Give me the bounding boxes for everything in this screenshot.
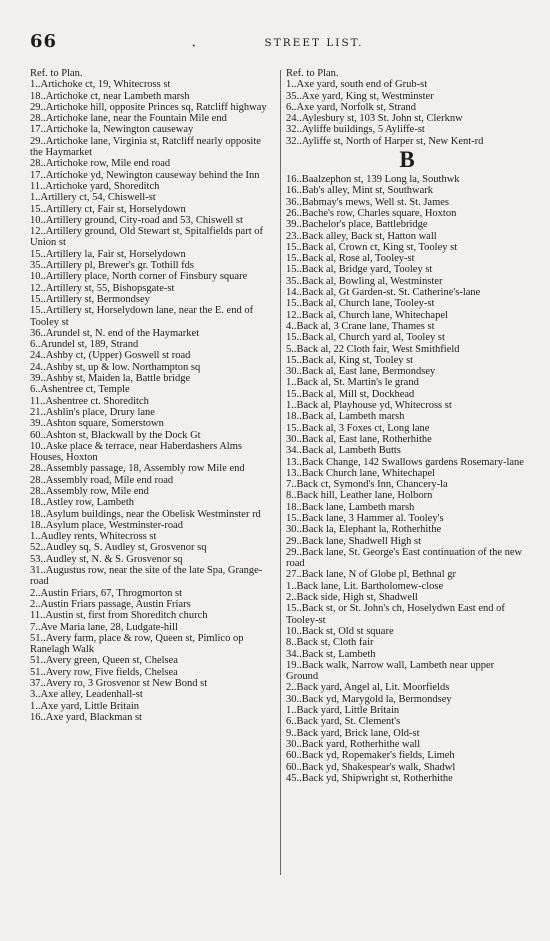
street-entry: 1..Audley rents, Whitecross st xyxy=(30,531,157,543)
street-entry: 17..Artichoke yd, Newington causeway behind the Inn xyxy=(30,169,260,181)
street-entry: 13..Back Change, 142 Swallows gardens Rosemary-lane xyxy=(286,456,524,468)
street-entry: 6..Axe yard, Norfolk st, Strand xyxy=(286,101,417,113)
page-number: 66 xyxy=(30,31,58,52)
street-entry: 10..Artillery ground, City-road and 53, Chiswell st xyxy=(30,214,243,226)
street-entry: 15..Back al, King st, Tooley st xyxy=(286,354,414,366)
street-entry: 1..Back yard, Little Britain xyxy=(286,705,400,717)
street-entry: 14..Back al, Gt Garden-st. St. Catherine's-lane xyxy=(286,287,481,299)
street-entry: 30..Back yd, Marygold la, Bermondsey xyxy=(286,693,452,705)
street-entry: 60..Back yd, Shakespear's walk, Shadwl xyxy=(286,761,456,773)
street-entry: 1..Artichoke ct, 19, Whitecross st xyxy=(30,79,171,91)
section-letter: B xyxy=(399,147,415,173)
street-entry: 29..Back lane, Shadwell High st xyxy=(286,535,422,547)
street-entry: 36..Arundel st, N. end of the Haymarket xyxy=(30,327,200,339)
street-entry: 11..Artichoke yard, Shoreditch xyxy=(30,180,160,192)
street-entry: 15..Back al, Mill st, Dockhead xyxy=(286,388,415,400)
street-entry: 60..Ashton st, Blackwall by the Dock Gt xyxy=(30,429,201,441)
left-column xyxy=(30,68,273,881)
page-header xyxy=(30,31,528,53)
street-entry: 60..Back yd, Ropemaker's fields, Limeh xyxy=(286,750,455,762)
street-entry: 23..Back alley, Back st, Hatton wall xyxy=(286,230,437,242)
street-entry: 9..Back yard, Brick lane, Old-st xyxy=(286,727,420,739)
street-entry: 45..Back yd, Shipwright st, Rotherhithe xyxy=(286,772,453,784)
street-entry: 51..Avery green, Queen st, Chelsea xyxy=(30,655,178,667)
street-entry: 7..Ave Maria lane, 28, Ludgate-hill xyxy=(30,621,178,633)
street-entry: 53..Audley st, N. & S. Grosvenor sq xyxy=(30,553,183,565)
printer-mark: • xyxy=(192,43,196,50)
street-entry: 15..Back al, Church yard al, Tooley st xyxy=(286,332,445,344)
column-heading: Ref. to Plan. xyxy=(30,68,83,79)
street-entry: 15..Artillery st, Horselydown lane, near the E. end of Tooley st xyxy=(30,305,254,328)
street-entry: 8..Back st, Cloth fair xyxy=(286,637,374,649)
street-entry: 18..Artichoke ct, near Lambeth marsh xyxy=(30,90,190,102)
street-entry: 3..Axe alley, Leadenhall-st xyxy=(30,689,143,701)
street-entry: 13..Back Church lane, Whitechapel xyxy=(286,467,436,479)
street-entry: 10..Aske place & terrace, near Haberdashers Alms Houses, Hoxton xyxy=(30,440,242,464)
street-entry: 26..Bache's row, Charles square, Hoxton xyxy=(286,207,457,219)
street-entry: 1..Back al, Playhouse yd, Whitecross st xyxy=(286,400,452,412)
street-entry: 12..Artillery st, 55, Bishopsgate-st xyxy=(30,282,175,294)
street-entry: 27..Back lane, N of Globe pl, Bethnal gr xyxy=(286,569,456,581)
street-entry: 8..Back hill, Leather lane, Holborn xyxy=(286,490,433,502)
street-entry: 36..Babmay's mews, Well st. St. James xyxy=(286,196,450,208)
street-entry: 29..Artichoke lane, Virginia st, Ratcliff nearly opposite the Haymarket xyxy=(30,135,261,159)
running-title: STREET LIST. xyxy=(264,37,364,49)
street-entry: 31..Augustus row, near the site of the late Spa, Grange-road xyxy=(30,565,263,588)
street-entry: 28..Artichoke row, Mile end road xyxy=(30,158,171,170)
street-entry: 24..Aylesbury st, 103 St. John st, Clerknw xyxy=(286,113,463,125)
street-entry: 2..Austin Friars passage, Austin Friars xyxy=(30,598,191,610)
street-entry: 15..Back al, Rose al, Tooley-st xyxy=(286,253,415,265)
right-column xyxy=(286,68,528,881)
street-entry: 30..Back al, East lane, Bermondsey xyxy=(286,366,436,378)
street-entry: 15..Artillery st, Bermondsey xyxy=(30,293,150,305)
street-entry: 10..Artillery place, North corner of Finsbury square xyxy=(30,271,248,283)
street-entry: 16..Baalzephon st, 139 Long la, Southwk xyxy=(286,174,460,186)
street-entry: 29..Back lane, St. George's East continuation of the new road xyxy=(286,546,523,570)
street-entry: 30..Back yard, Rotherhithe wall xyxy=(286,738,421,750)
street-entry: 15..Back st, or St. John's ch, Hoselydwn East end of Tooley-st xyxy=(286,603,505,626)
street-entry: 15..Back lane, 3 Hammer al. Tooley's xyxy=(286,512,444,524)
street-entry: 15..Artillery ct, Fair st, Horselydown xyxy=(30,203,186,215)
street-entry: 32..Ayliffe buildings, 5 Ayliffe-st xyxy=(286,124,425,136)
street-entry: 34..Back al, Lambeth Butts xyxy=(286,445,401,457)
street-entry: 15..Artillery la, Fair st, Horselydown xyxy=(30,248,186,260)
street-entry: 32..Ayliffe st, North of Harper st, New Kent-rd xyxy=(286,135,484,147)
street-entry: 2..Back yard, Angel al, Lit. Moorfields xyxy=(286,682,450,694)
street-entry: 16..Axe yard, Blackman st xyxy=(30,711,142,723)
street-entry: 39..Bachelor's place, Battlebridge xyxy=(286,219,428,231)
street-entry: 35..Artillery pl, Brewer's gr. Tothill fds xyxy=(30,260,194,272)
street-entry: 7..Back ct, Symond's Inn, Chancery-la xyxy=(286,479,448,491)
column-divider xyxy=(280,70,281,875)
street-list-columns xyxy=(30,68,528,881)
street-entry: 1..Axe yard, south end of Grub-st xyxy=(286,79,428,91)
street-entry: 19..Back walk, Narrow wall, Lambeth near upper Ground xyxy=(286,659,495,683)
street-entry: 21..Ashlin's place, Drury lane xyxy=(30,406,155,418)
street-entry: 1..Back lane, Lit. Bartholomew-close xyxy=(286,580,444,592)
street-entry: 10..Back st, Old st square xyxy=(286,625,394,637)
street-entry: 28..Assembly road, Mile end road xyxy=(30,474,174,486)
street-entry: 39..Ashton square, Somerstown xyxy=(30,418,164,430)
street-entry: 1..Artillery ct, 54, Chiswell-st xyxy=(30,192,156,204)
street-entry: 29..Artichoke hill, opposite Princes sq, Ratcliff highway xyxy=(30,101,267,113)
street-entry: 1..Back al, St. Martin's le grand xyxy=(286,377,419,389)
street-entry: 30..Back al, East lane, Rotherhithe xyxy=(286,433,432,445)
street-entry: 1..Axe yard, Little Britain xyxy=(30,700,140,712)
street-entry: 17..Artichoke la, Newington causeway xyxy=(30,124,194,136)
street-entry: 18..Asylum place, Westminster-road xyxy=(30,519,184,531)
street-entry: 51..Avery farm, place & row, Queen st, Pimlico op Ranelagh Walk xyxy=(30,632,244,656)
street-entry: 18..Back al, Lambeth marsh xyxy=(286,411,405,423)
street-entry: 12..Artillery ground, Old Stewart st, Spitalfields part of Union st xyxy=(30,226,264,249)
street-entry: 6..Back yard, St. Clement's xyxy=(286,716,401,728)
street-entry: 35..Back al, Bowling al, Westminster xyxy=(286,275,443,287)
street-entry: 51..Avery row, Five fields, Chelsea xyxy=(30,666,178,678)
street-entry: 30..Back la, Elephant la, Rotherhithe xyxy=(286,524,442,536)
street-entry: 5..Back al, 22 Cloth fair, West Smithfield xyxy=(286,343,460,355)
street-entry: 37..Avery ro, 3 Grosvenor st New Bond st xyxy=(30,678,208,690)
street-entry: 12..Back al, Church lane, Whitechapel xyxy=(286,309,448,321)
column-heading: Ref. to Plan. xyxy=(286,68,339,79)
street-entry: 11..Ashentree ct. Shoreditch xyxy=(30,395,149,407)
street-entry: 15..Back al, 3 Foxes ct, Long lane xyxy=(286,422,430,434)
street-entry: 24..Ashby st, up & low. Northampton sq xyxy=(30,361,201,373)
street-entry: 6..Ashentree ct, Temple xyxy=(30,384,130,396)
street-entry: 6..Arundel st, 189, Strand xyxy=(30,339,139,351)
street-entry: 16..Bab's alley, Mint st, Southwark xyxy=(286,185,434,197)
street-entry: 4..Back al, 3 Crane lane, Thames st xyxy=(286,320,435,332)
street-entry: 15..Back al, Bridge yard, Tooley st xyxy=(286,264,433,276)
street-entry: 39..Ashby st, Maiden la, Battle bridge xyxy=(30,373,191,385)
street-entry: 2..Austin Friars, 67, Throgmorton st xyxy=(30,587,183,599)
street-entry: 52..Audley sq, S. Audley st, Grosvenor sq xyxy=(30,542,207,554)
street-entry: 15..Back al, Church lane, Tooley-st xyxy=(286,298,435,310)
street-entry: 18..Asylum buildings, near the Obelisk Westminster rd xyxy=(30,508,261,520)
street-entry: 28..Assembly row, Mile end xyxy=(30,485,149,497)
street-entry: 28..Assembly passage, 18, Assembly row Mile end xyxy=(30,463,245,475)
street-entry: 11..Austin st, first from Shoreditch church xyxy=(30,610,208,622)
street-entry: 18..Back lane, Lambeth marsh xyxy=(286,501,415,513)
street-entry: 18..Astley row, Lambeth xyxy=(30,497,135,509)
street-entry: 28..Artichoke lane, near the Fountain Mile end xyxy=(30,113,227,125)
street-entry: 2..Back side, High st, Shadwell xyxy=(286,592,418,604)
street-entry: 35..Axe yard, King st, Westminster xyxy=(286,90,434,102)
street-entry: 34..Back st, Lambeth xyxy=(286,648,376,660)
street-entry: 15..Back al, Crown ct, King st, Tooley st xyxy=(286,241,458,253)
street-entry: 24..Ashby ct, (Upper) Goswell st road xyxy=(30,350,191,362)
